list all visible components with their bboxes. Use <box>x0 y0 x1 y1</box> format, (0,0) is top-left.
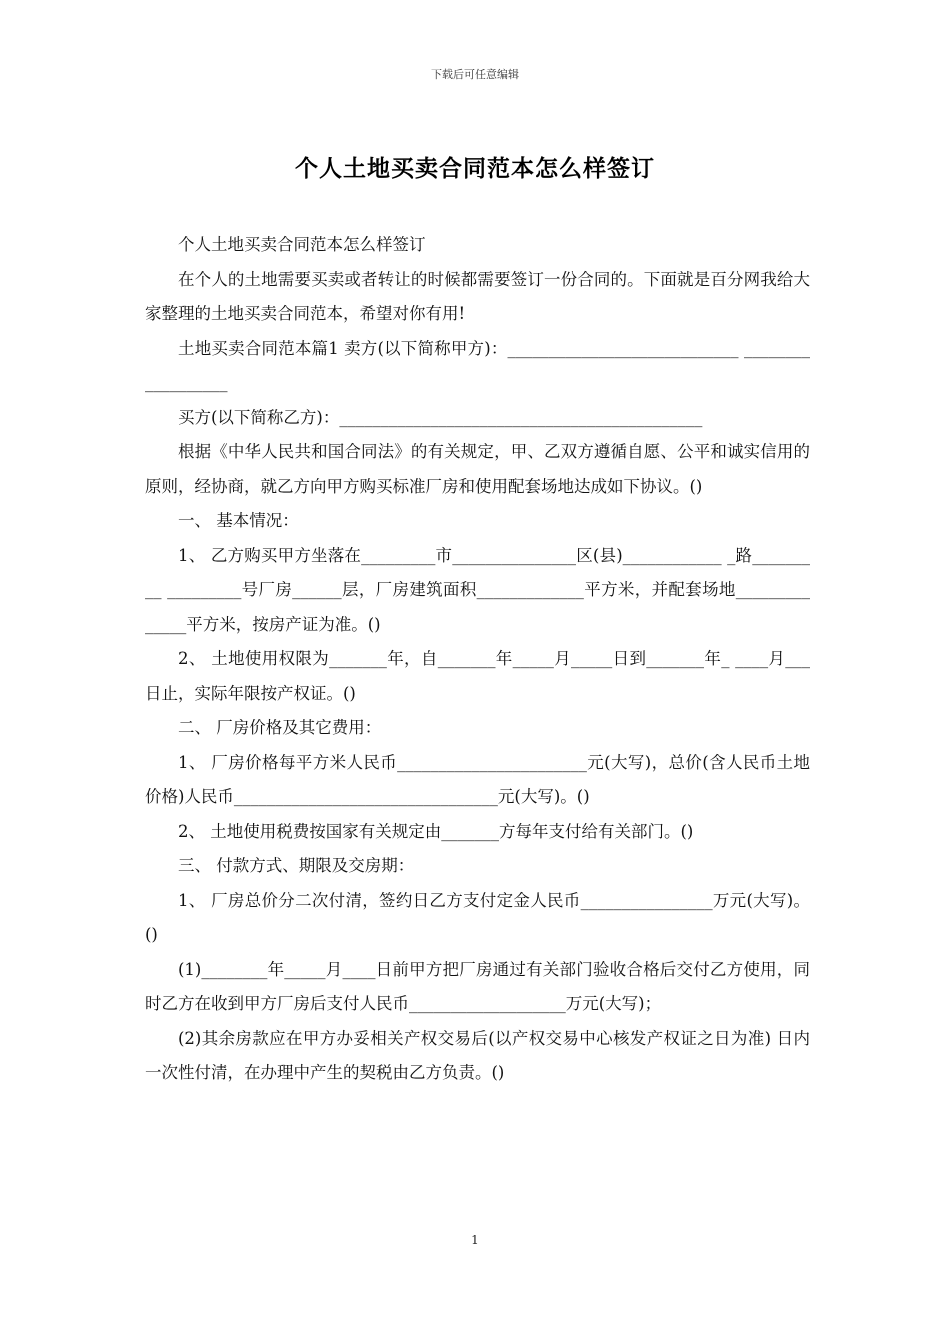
section-heading-payment: 三、 付款方式、期限及交房期： <box>178 856 415 875</box>
paragraph-intro-title: 个人土地买卖合同范本怎么样签订 <box>178 235 426 254</box>
clause-payment-1: (1)________年_____月____日前甲方把厂房通过有关部门验收合格后交付乙方使用，同时乙方在收到甲方厂房后支付人民币___________________万元(大写)； <box>145 959 810 1013</box>
clause-payment: 1、 厂房总价分二次付清，签约日乙方支付定金人民币________________万元(大写)。() <box>145 890 810 944</box>
document-title: 个人土地买卖合同范本怎么样签订 <box>295 155 655 182</box>
clause-land-term: 2、 土地使用权限为_______年，自_______年_____月_____日到_______年_ ____月___日止，实际年限按产权证。() <box>145 649 810 703</box>
clause-land-tax: 2、 土地使用税费按国家有关规定由_______方每年支付给有关部门。() <box>178 821 694 841</box>
clause-price: 1、 厂房价格每平方米人民币_______________________元(大写)，总价(含人民币土地价格)人民币________________________________元(大写)。() <box>145 752 810 806</box>
page-number: 1 <box>471 1233 479 1247</box>
clause-location: 1、 乙方购买甲方坐落在_________市_______________区(县)____________ _路_________ _________号厂房______层，厂房建筑面积_____________平方米，并配套场地______________平方米，按房产证为准。() <box>145 545 810 634</box>
paragraph-basis: 根据《中华人民共和国合同法》的有关规定，甲、乙双方遵循自愿、公平和诚实信用的原则，经协商，就乙方向甲方购买标准厂房和使用配套场地达成如下协议。() <box>145 442 810 496</box>
document-body <box>145 228 810 1091</box>
header-note: 下载后可任意编辑 <box>431 68 519 81</box>
section-heading-basic: 一、 基本情况： <box>178 511 299 530</box>
paragraph-seller: 土地买卖合同范本篇1 卖方(以下简称甲方)：____________________________ __________________ <box>145 338 810 392</box>
section-heading-price: 二、 厂房价格及其它费用： <box>178 718 382 737</box>
paragraph-intro: 在个人的土地需要买卖或者转让的时候都需要签订一份合同的。下面就是百分网我给大家整理的土地买卖合同范本，希望对你有用! <box>145 269 810 323</box>
paragraph-buyer: 买方(以下简称乙方)：____________________________________________ <box>178 407 703 427</box>
clause-payment-2: (2)其余房款应在甲方办妥相关产权交易后(以产权交易中心核发产权证之日为准) 日内一次性付清，在办理中产生的契税由乙方负责。() <box>145 1028 810 1082</box>
